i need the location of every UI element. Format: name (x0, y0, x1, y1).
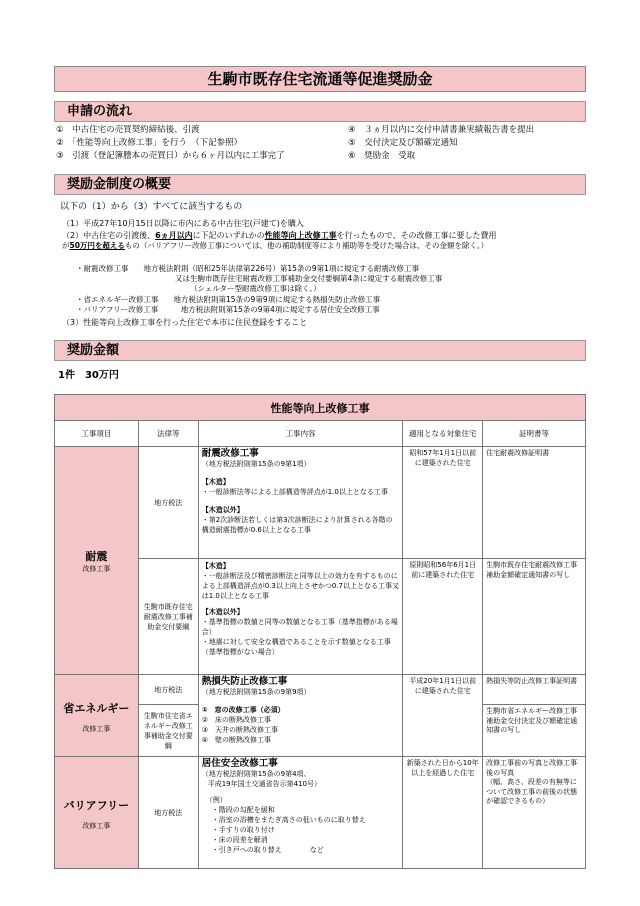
overview-detail-2: 又は生駒市既存住宅耐震改修工事補助金交付要綱第4条に規定する耐震改修工事 (175, 274, 443, 283)
work-text: ・基準指標の数値と同等の数値となる工事（基準指標がある場合） (201, 618, 398, 636)
certificate-cell: 生駒市既存住宅耐震改修工事補助金額確定通知書の写し (483, 559, 586, 675)
law-cell: 生駒市住宅省エネルギー改修工事補助金交付要綱 (138, 705, 198, 757)
work-cell (198, 559, 403, 675)
category-energy-title: 省エネルギー (63, 701, 130, 715)
law-cell: 地方税法 (138, 757, 198, 869)
work-heading: 【木造以外】 (201, 608, 244, 616)
table-title: 性能等向上改修工事 (55, 395, 586, 421)
header-work-item: 工事項目 (55, 421, 139, 447)
work-heading: 【木造】 (201, 478, 230, 486)
table-row (55, 757, 586, 869)
table-title-row (55, 395, 586, 421)
flow-step-5: ⑤ 交付決定及び額確定通知 (348, 138, 458, 148)
work-title: 耐震改修工事 (201, 448, 259, 459)
header-certificate: 証明書等 (483, 421, 586, 447)
section-heading-flow: 申請の流れ (54, 101, 586, 122)
flow-step-4: ④ ３ヵ月以内に交付申請書兼実績報告書を提出 (348, 125, 535, 135)
work-item: ③ 天井の断熱改修工事 (201, 726, 278, 734)
overview-detail-5: ・バリアフリー改修工事 地方税法附則第15条の9第4項に規定する居住安全改修工事 (76, 305, 380, 314)
table-row (55, 447, 586, 559)
work-item: ① 窓の改修工事（必須） (201, 706, 285, 714)
work-sub: （地方税法附則第15条の9第1項） (201, 460, 311, 468)
flow-step-1: ① 中古住宅の売買契約締結後、引渡 (56, 125, 200, 135)
law-cell: 地方税法 (138, 447, 198, 559)
certificate-cell: 熱損失等防止改修工事証明書 (483, 675, 586, 705)
flow-left-list (56, 124, 285, 163)
amount-text: 1件 30万円 (58, 370, 119, 381)
section-heading-overview: 奨励金制度の概要 (54, 174, 586, 195)
work-item: ② 床の断熱改修工事 (201, 716, 271, 724)
header-law: 法律等 (138, 421, 198, 447)
house-cell: 平成20年1月1日以前に建築された住宅 (403, 675, 483, 757)
certificate-cell (483, 757, 586, 869)
overview-item-3: （3）性能等向上改修工事を行った住宅で本市に住民登録をすること (62, 318, 308, 327)
category-barrier (55, 757, 139, 869)
category-quake-sub: 改修工事 (82, 564, 111, 573)
work-item: ・床の段差を解消 (211, 836, 268, 844)
house-cell: 昭和57年1月1日以前に建築された住宅 (403, 447, 483, 559)
flow-right-list (348, 124, 534, 163)
table-header-row (55, 421, 586, 447)
category-energy (55, 675, 139, 757)
overview-item-1: （1）平成27年10月15日以降に市内にある中古住宅(戸建て)を購入 (62, 219, 304, 228)
category-quake-title: 耐震 (85, 549, 108, 563)
law-cell: 生駒市既存住宅耐震改修工事補助金交付要綱 (138, 559, 198, 675)
overview-intro: 以下の（1）から（3）すべてに該当するもの (60, 202, 243, 212)
category-quake (55, 447, 139, 675)
work-example: （例） (205, 796, 227, 804)
work-item: ④ 壁の断熱改修工事 (201, 736, 271, 744)
work-text: ・第2次診断法若しくは第3次診断法により計算される各階の構造耐震指標が0.6以上となる工事 (201, 516, 393, 534)
work-heading: 【木造】 (201, 562, 230, 570)
overview-detail-1: ・耐震改修工事 地方税法附則（昭和25年法律第226号）第15条の9第1項に規定する耐震改修工事 (76, 264, 419, 273)
work-item: ・階段の勾配を緩和 (211, 806, 275, 814)
law-cell: 地方税法 (138, 675, 198, 705)
work-sub: （地方税法附則第15条の9第4項、 (201, 770, 311, 778)
house-cell: 原則昭和56年6月1日前に建築された住宅 (403, 559, 483, 675)
section-heading-amount: 奨励金額 (54, 340, 586, 361)
category-barrier-sub: 改修工事 (82, 821, 111, 830)
work-cell (198, 447, 403, 559)
header-target-house: 適用となる対象住宅 (403, 421, 483, 447)
certificate-text: （幅、高さ、段差の有無等について改修工事の前後の状態が確認できるもの） (486, 778, 578, 805)
work-item: ・引き戸への取り替え など (211, 846, 324, 854)
certificate-text: 改修工事前の写真と改修工事後の写真 (486, 759, 578, 777)
header-work-content: 工事内容 (198, 421, 403, 447)
work-item: ・手すりの取り付け (211, 826, 275, 834)
work-cell (198, 757, 403, 869)
work-heading: 【木造以外】 (201, 506, 244, 514)
work-sub: （地方税法附則第15条の9第9項） (201, 688, 311, 696)
certificate-cell: 生駒市省エネルギー改修工事補助金交付決定及び額確定通知書の写し (483, 705, 586, 757)
flow-step-2: ② 「性能等向上改修工事」を行う （下記参照） (56, 138, 243, 148)
work-text: ・地震に対して安全な構造であることを示す数値となる工事（基準指標がない場合） (201, 638, 391, 656)
flow-step-3: ③ 引渡（登記簿謄本の売買日）から６ヶ月以内に工事完了 (56, 151, 285, 161)
improvement-work-table (54, 394, 586, 869)
work-title: 熱損失防止改修工事 (201, 676, 288, 687)
work-sub: 平成19年国土交通省告示第410号） (207, 780, 321, 788)
work-item: ・浴室の浴槽をまたぎ高さの低いものに取り替え (211, 816, 366, 824)
overview-detail-3: （シェルター型耐震改修工事は除く。） (190, 284, 321, 293)
certificate-cell: 住宅耐震改修証明書 (483, 447, 586, 559)
overview-detail-4: ・省エネルギー改修工事 地方税法附則第15条の9第9項に規定する熱損失防止改修工事 (76, 295, 381, 304)
table-row (55, 675, 586, 705)
work-text: ・一般診断法等による上部構造等評点が1.0以上となる工事 (201, 488, 388, 496)
page-title: 生駒市既存住宅流通等促進奨励金 (54, 66, 586, 92)
flow-step-6: ⑥ 奨励金 受取 (348, 151, 416, 161)
category-barrier-title: バリアフリー (63, 798, 130, 812)
work-title: 居住安全改修工事 (201, 758, 278, 769)
overview-item-2-line1: （2）中古住宅の引渡後、6ヵ月以内に下記のいずれかの性能等向上改修工事を行ったもので、その改修工事に要した費用 (62, 231, 497, 240)
work-cell (198, 675, 403, 757)
house-cell: 新築された日から10年以上を経過した住宅 (403, 757, 483, 869)
work-text: ・一般診断法及び精密診断法と同等以上の効力を有するものによる上部構造評点が0.3以上向上させかつ0.7以上となる工事又は1.0以上となる工事 (201, 572, 399, 600)
category-energy-sub: 改修工事 (82, 724, 111, 733)
overview-item-2-line2: が50万円を超えるもの（バリアフリー改修工事については、他の補助制度等により補助等を受けた場合は、その金額を除く。） (62, 241, 489, 250)
